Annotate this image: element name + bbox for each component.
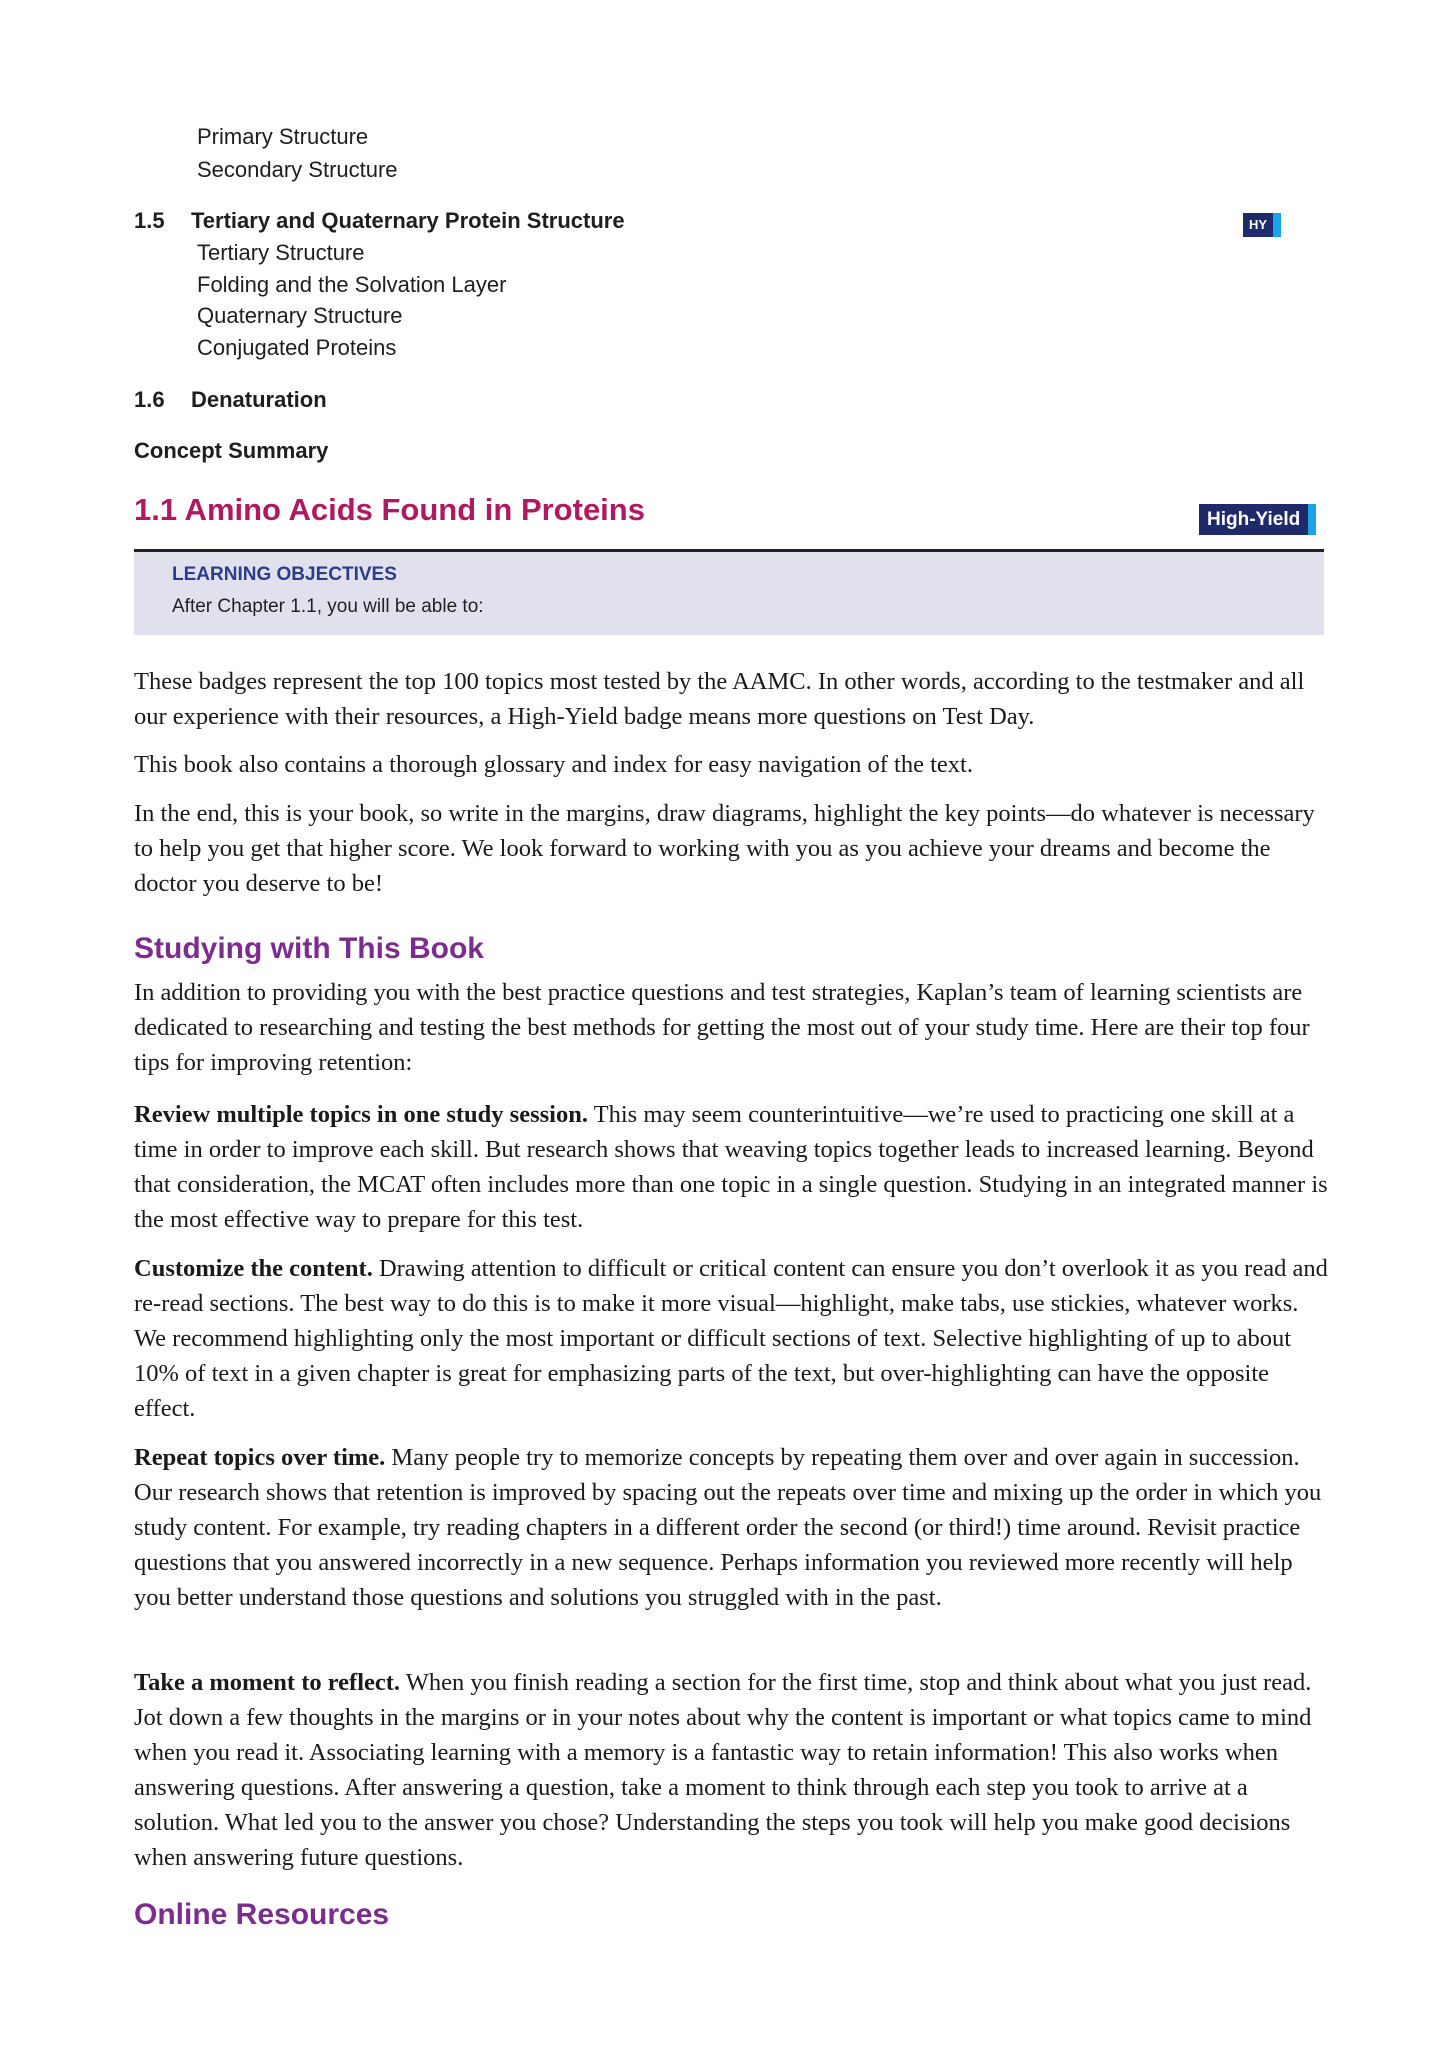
toc-section-number: 1.6 [134, 387, 165, 412]
toc-subitem: Conjugated Proteins [197, 335, 397, 360]
tip-text: When you finish reading a section for the first time, stop and think about what you just read. Jot down a few thoughts in the margins or in your notes about why the content is important or what topics came to mind when you read it. Associating learning with a memory is a fantastic way to retain information! This also works when answering questions. After answering a question, take a moment to think through each step you took to arrive at a solution. What led you to the answer you chose? Understanding the steps you took will help you make good decisions when answering future questions. [134, 1669, 1312, 1871]
learning-objectives-title: LEARNING OBJECTIVES [172, 564, 397, 585]
tip-lead: Repeat topics over time. [134, 1444, 386, 1471]
paragraph: This book also contains a thorough glossary and index for easy navigation of the text. [134, 751, 973, 778]
tip-paragraph [134, 1097, 1329, 1237]
high-yield-badge-label: High-Yield [1199, 504, 1308, 535]
tip-paragraph [134, 1440, 1329, 1615]
toc-section-1-5 [134, 208, 625, 234]
tip-lead: Review multiple topics in one study session. [134, 1101, 588, 1128]
studying-heading: Studying with This Book [134, 932, 484, 965]
tip-text: Drawing attention to difficult or critical content can ensure you don’t overlook it as you read and re-read sections. The best way to do this is to make it more visual—highlight, make tabs, use stickies, whatever works. We recommend highlighting only the most important or difficult sections of text. Selective highlighting of up to about 10% of text in a given chapter is great for emphasizing parts of the text, but over-highlighting can have the opposite effect. [134, 1255, 1328, 1422]
high-yield-badge [1199, 504, 1316, 535]
tip-lead: Customize the content. [134, 1255, 373, 1282]
hy-badge-label: HY [1243, 213, 1273, 237]
high-yield-small-badge [1243, 213, 1281, 237]
learning-objectives-box [134, 552, 1324, 635]
toc-subitem: Primary Structure [197, 124, 369, 149]
toc-section-number: 1.5 [134, 208, 165, 233]
toc-subitem: Quaternary Structure [197, 303, 403, 328]
online-resources-heading: Online Resources [134, 1898, 390, 1931]
tip-paragraph [134, 1251, 1329, 1426]
toc-subitem: Tertiary Structure [197, 240, 365, 265]
tip-paragraph [134, 1665, 1329, 1875]
tip-text: Many people try to memorize concepts by repeating them over and over again in succession. Our research shows that retention is improved by spacing out the repeats over time and mixing up the order in which you study content. For example, try reading chapters in a different order the second (or third!) time around. Revisit practice questions that you answered incorrectly in a new sequence. Perhaps information you reviewed more recently will help you better understand those questions and solutions you struggled with in the past. [134, 1444, 1322, 1611]
paragraph: These badges represent the top 100 topics most tested by the AAMC. In other words, according to the testmaker and all our experience with their resources, a High-Yield badge means more questions on Test Day. [134, 668, 1305, 730]
badge-accent-bar [1273, 213, 1281, 237]
toc-subitem: Folding and the Solvation Layer [197, 272, 507, 297]
badge-accent-bar [1308, 504, 1316, 535]
paragraph: In addition to providing you with the best practice questions and test strategies, Kaplan’s team of learning scientists are dedicated to researching and testing the best methods for getting the most out of your study time. Here are their top four tips for improving retention: [134, 979, 1310, 1076]
toc-subitem: Secondary Structure [197, 157, 398, 182]
toc-section-title: Denaturation [191, 387, 327, 412]
toc-section-1-6 [134, 387, 327, 413]
toc-concept-summary: Concept Summary [134, 438, 329, 463]
section-heading: 1.1 Amino Acids Found in Proteins [134, 492, 645, 527]
paragraph: In the end, this is your book, so write in the margins, draw diagrams, highlight the key points—do whatever is necessary to help you get that higher score. We look forward to working with you as you achieve your dreams and become the doctor you deserve to be! [134, 800, 1315, 897]
toc-section-title: Tertiary and Quaternary Protein Structure [191, 208, 625, 233]
tip-lead: Take a moment to reflect. [134, 1669, 401, 1696]
learning-objectives-subtitle: After Chapter 1.1, you will be able to: [172, 596, 484, 617]
tip-text: This may seem counterintuitive—we’re used to practicing one skill at a time in order to improve each skill. But research shows that weaving topics together leads to increased learning. Beyond that consideration, the MCAT often includes more than one topic in a single question. Studying in an integrated manner is the most effective way to prepare for this test. [134, 1101, 1328, 1233]
